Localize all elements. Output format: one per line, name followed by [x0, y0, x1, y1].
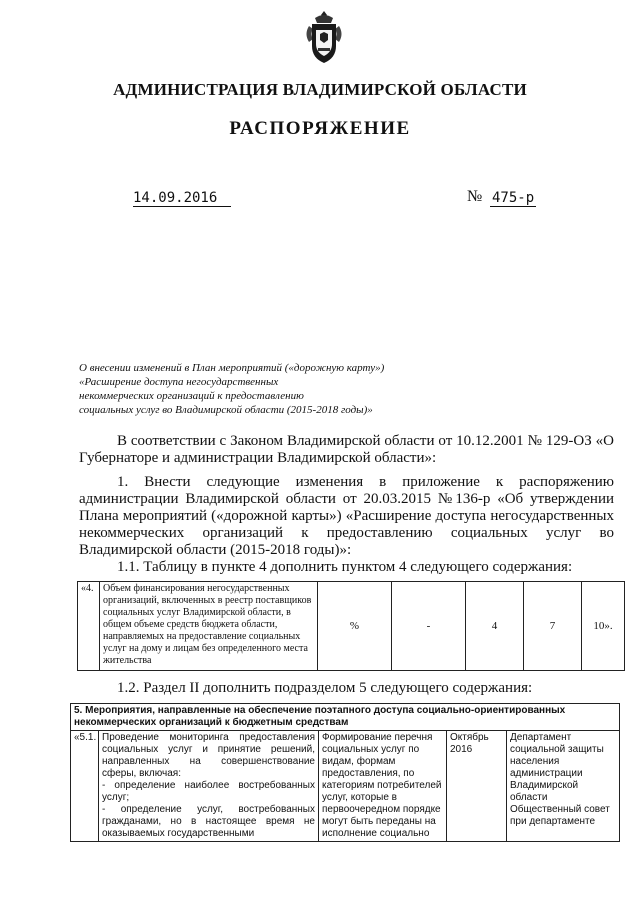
value-2015: -	[392, 582, 466, 671]
subject-line: «Расширение доступа негосударственных	[79, 376, 279, 388]
measure-line: - определение наиболее востребованных услуг;	[102, 780, 315, 803]
preamble-paragraph: В соответствии с Законом Владимирской области от 10.12.2001 № 129-ОЗ «О Губернаторе и администрации Владимирской области»:	[79, 433, 614, 466]
value-2017: 7	[524, 582, 582, 671]
table-header-row	[71, 704, 620, 731]
value-2016: 4	[466, 582, 524, 671]
row-number: «4.	[78, 582, 100, 671]
deadline-cell: Октябрь 2016	[447, 731, 507, 842]
item-1-paragraph: 1. Внести следующие изменения в приложение к распоряжению администрации Владимирской области от 20.03.2015 №136-р «Об утверждении Плана мероприятий («дорожной карты») «Расширение доступа негосударственных некоммерческих организаций к предоставлению социальных услуг во Владимирской области (2015-2018 годы)»:	[79, 474, 614, 558]
row-number: «5.1.	[71, 731, 99, 842]
coat-of-arms-icon	[303, 8, 345, 66]
number-label: №	[467, 188, 483, 205]
organization-name: АДМИНИСТРАЦИЯ ВЛАДИМИРСКОЙ ОБЛАСТИ	[113, 80, 527, 99]
document-date: 14.09.2016	[133, 190, 231, 207]
item-1-2-paragraph: 1.2. Раздел II дополнить подразделом 5 следующего содержания:	[117, 680, 533, 696]
document-type: РАСПОРЯЖЕНИЕ	[229, 118, 411, 139]
unit-cell: %	[318, 582, 392, 671]
table-row	[78, 582, 625, 671]
subject-line: социальных услуг во Владимирской области (2015-2018 годы)»	[79, 404, 373, 416]
document-number: 475-р	[492, 190, 535, 206]
table-row	[71, 731, 620, 842]
subject-line: О внесении изменений в План мероприятий («дорожную карту»)	[79, 362, 385, 374]
measure-cell	[99, 731, 319, 842]
indicator-table	[77, 581, 625, 671]
item-1-1-paragraph: 1.1. Таблицу в пункте 4 дополнить пунктом 4 следующего содержания:	[117, 559, 573, 575]
measure-line: Проведение мониторинга предоставления социальных услуг и принятие решений, направленных на совершенствование сферы, включая:	[102, 732, 315, 779]
indicator-description: Объем финансирования негосударственных организаций, включенных в реестр поставщиков социальных услуг Владимирской области, в общем объеме средств бюджета области, направляемых на предоставление социальных услуг на дому и лицам без определенного места жительства	[100, 582, 318, 671]
measures-table	[70, 703, 620, 842]
result-cell: Формирование перечня социальных услуг по видам, формам предоставления, по категориям потребителей услуг, которые в первоочередном порядке могут быть переданы на исполнение социально	[319, 731, 447, 842]
responsible-cell: Департамент социальной защиты населения администрации Владимирской области Общественный совет при департаменте	[507, 731, 620, 842]
subject-line: некоммерческих организаций к предоставлению	[79, 390, 304, 402]
section-title: 5. Мероприятия, направленные на обеспечение поэтапного доступа социально-ориентированных некоммерческих организаций к бюджетным средствам	[71, 704, 620, 731]
document-subject	[79, 361, 384, 417]
measure-line: - определение услуг, востребованных гражданами, но в настоящее время не оказываемых государственными	[102, 804, 315, 839]
value-2018: 10».	[582, 582, 625, 671]
